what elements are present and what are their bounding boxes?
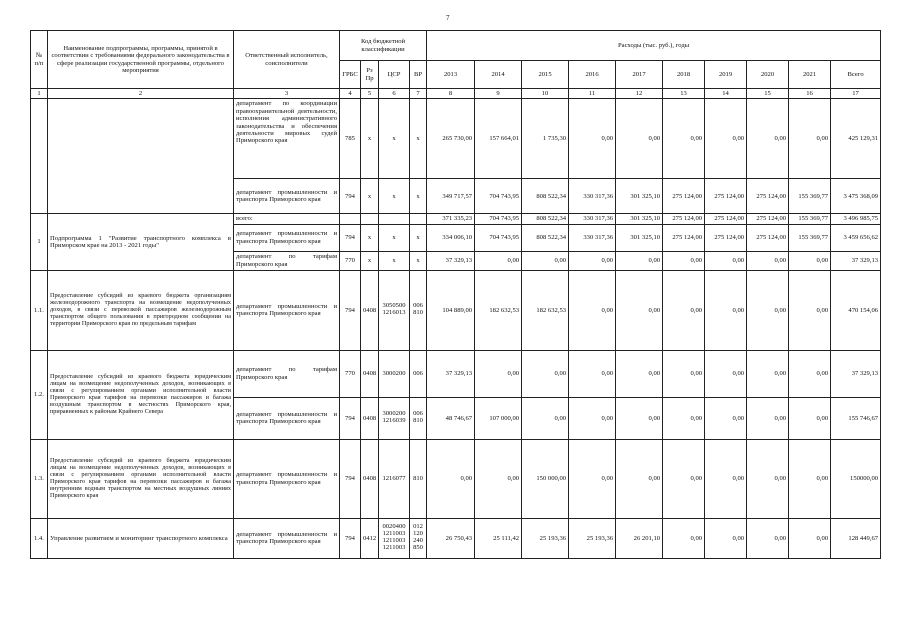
- vr-cell: 810: [410, 439, 427, 518]
- value-cell: 808 522,34: [522, 224, 569, 251]
- csr-cell: x: [379, 179, 410, 214]
- grbs-cell: 794: [340, 397, 361, 439]
- value-cell: 0,00: [616, 251, 663, 270]
- header-rzpr: Рз Пр: [361, 61, 379, 89]
- rzpr-cell: 0412: [361, 518, 379, 558]
- value-cell: 275 124,00: [705, 179, 747, 214]
- value-cell: 1 735,30: [522, 99, 569, 179]
- col-number: 6: [379, 89, 410, 99]
- value-cell: 25 111,42: [475, 518, 522, 558]
- header-num: № п/п: [31, 31, 48, 89]
- value-cell: 0,00: [789, 518, 831, 558]
- col-number: 10: [522, 89, 569, 99]
- header-year: 2019: [705, 61, 747, 89]
- header-csr: ЦСР: [379, 61, 410, 89]
- vr-cell: x: [410, 251, 427, 270]
- responsible-cell: департамент промышленности и транспорта Приморского края: [234, 439, 340, 518]
- value-cell: 0,00: [475, 439, 522, 518]
- value-cell: 0,00: [569, 397, 616, 439]
- col-number: 3: [234, 89, 340, 99]
- header-grbs: ГРБС: [340, 61, 361, 89]
- col-number: 7: [410, 89, 427, 99]
- rzpr-cell: 0408: [361, 350, 379, 397]
- grbs-cell: 794: [340, 270, 361, 350]
- header-year: 2014: [475, 61, 522, 89]
- value-cell: 0,00: [705, 350, 747, 397]
- row-number: 1.3.: [31, 439, 48, 518]
- col-number: 8: [427, 89, 475, 99]
- value-cell: 104 889,00: [427, 270, 475, 350]
- col-number: 2: [48, 89, 234, 99]
- col-number: 14: [705, 89, 747, 99]
- empty-cell: [379, 214, 410, 224]
- responsible-cell: департамент промышленности и транспорта Приморского края: [234, 518, 340, 558]
- value-cell: 334 006,10: [427, 224, 475, 251]
- csr-cell: x: [379, 224, 410, 251]
- value-cell: 0,00: [705, 397, 747, 439]
- table-row: [31, 99, 881, 179]
- header-name: Наименование подпрограммы, программы, принятой в соответствии с требованиями федерального законодательства в сфере реализации государственной программы, отдельного мероприятия: [48, 31, 234, 89]
- empty-cell: [340, 214, 361, 224]
- value-cell: 301 325,10: [616, 214, 663, 224]
- value-cell: 0,00: [663, 270, 705, 350]
- rzpr-cell: x: [361, 224, 379, 251]
- csr-cell: 1216077: [379, 439, 410, 518]
- grbs-cell: 794: [340, 179, 361, 214]
- rzpr-cell: 0408: [361, 397, 379, 439]
- subprogram-total-row: [31, 214, 881, 224]
- csr-cell: x: [379, 251, 410, 270]
- csr-cell: 3000200 1216039: [379, 397, 410, 439]
- header-year-total: Всего: [831, 61, 881, 89]
- responsible-cell: департамент промышленности и транспорта Приморского края: [234, 270, 340, 350]
- csr-cell: x: [379, 99, 410, 179]
- empty-cell: [48, 99, 234, 214]
- column-number-row: [31, 89, 881, 99]
- value-cell: 0,00: [616, 270, 663, 350]
- value-cell: 0,00: [663, 251, 705, 270]
- value-cell: 371 335,23: [427, 214, 475, 224]
- col-number: 1: [31, 89, 48, 99]
- rzpr-cell: x: [361, 251, 379, 270]
- vr-cell: 006 810: [410, 270, 427, 350]
- grbs-cell: 785: [340, 99, 361, 179]
- measure-name: Управление развитием и мониторинг транспортного комплекса: [48, 518, 234, 558]
- value-cell: 0,00: [616, 350, 663, 397]
- value-cell: 0,00: [789, 397, 831, 439]
- table-row: [31, 518, 881, 558]
- vr-cell: 006 810: [410, 397, 427, 439]
- header-year: 2017: [616, 61, 663, 89]
- col-number: 4: [340, 89, 361, 99]
- value-cell: 0,00: [569, 99, 616, 179]
- row-number: 1.1.: [31, 270, 48, 350]
- header-vr: ВР: [410, 61, 427, 89]
- total-cell: 128 449,67: [831, 518, 881, 558]
- vr-cell: 012 120 240 850: [410, 518, 427, 558]
- total-cell: 37 329,13: [831, 350, 881, 397]
- header-budget-code: Код бюджетной классификации: [340, 31, 427, 61]
- value-cell: 808 522,34: [522, 179, 569, 214]
- value-cell: 0,00: [427, 439, 475, 518]
- rzpr-cell: x: [361, 99, 379, 179]
- empty-cell: [361, 214, 379, 224]
- value-cell: 0,00: [569, 251, 616, 270]
- header-year: 2015: [522, 61, 569, 89]
- value-cell: 275 124,00: [747, 214, 789, 224]
- value-cell: 0,00: [747, 397, 789, 439]
- value-cell: 182 632,53: [522, 270, 569, 350]
- col-number: 15: [747, 89, 789, 99]
- value-cell: 0,00: [663, 397, 705, 439]
- value-cell: 0,00: [522, 350, 569, 397]
- header-year: 2018: [663, 61, 705, 89]
- value-cell: 0,00: [747, 518, 789, 558]
- value-cell: 150 000,00: [522, 439, 569, 518]
- table-row: [31, 350, 881, 397]
- value-cell: 0,00: [747, 350, 789, 397]
- vr-cell: x: [410, 224, 427, 251]
- header-responsible: Ответственный исполнитель, соисполнители: [234, 31, 340, 89]
- value-cell: 26 750,43: [427, 518, 475, 558]
- value-cell: 25 193,36: [522, 518, 569, 558]
- value-cell: 330 317,36: [569, 214, 616, 224]
- value-cell: 0,00: [747, 270, 789, 350]
- value-cell: 0,00: [705, 518, 747, 558]
- total-label: всего:: [234, 214, 340, 224]
- value-cell: 0,00: [747, 251, 789, 270]
- vr-cell: x: [410, 99, 427, 179]
- value-cell: 48 746,67: [427, 397, 475, 439]
- header-row-1: [31, 31, 881, 61]
- measure-name: Предоставление субсидий из краевого бюджета юридическим лицам на возмещение недополученных доходов, возникающих в связи с регулированием органами исполнительной власти Приморского края тарифов на перевозки пассажиров и багажа внутренним водным транспортом на местных воздушных линиях Приморского края: [48, 439, 234, 518]
- empty-cell: [31, 99, 48, 214]
- value-cell: 704 743,95: [475, 179, 522, 214]
- empty-cell: [410, 214, 427, 224]
- total-cell: 155 746,67: [831, 397, 881, 439]
- value-cell: 330 317,36: [569, 224, 616, 251]
- value-cell: 107 000,00: [475, 397, 522, 439]
- col-number: 13: [663, 89, 705, 99]
- value-cell: 0,00: [475, 251, 522, 270]
- col-number: 5: [361, 89, 379, 99]
- total-cell: 150000,00: [831, 439, 881, 518]
- value-cell: 182 632,53: [475, 270, 522, 350]
- rzpr-cell: 0408: [361, 439, 379, 518]
- value-cell: 0,00: [663, 439, 705, 518]
- total-cell: 3 475 368,09: [831, 179, 881, 214]
- row-number: 1: [31, 214, 48, 270]
- csr-cell: 3050500 1216013: [379, 270, 410, 350]
- value-cell: 0,00: [663, 518, 705, 558]
- total-cell: 425 129,31: [831, 99, 881, 179]
- measure-name: Предоставление субсидий из краевого бюджета организациям железнодорожного транспорта на возмещение недополученных доходов, в связи с перевозкой пассажиров железнодорожным транспортом общего пользования в пригородном сообщении на территории Приморского края по предельным тарифам: [48, 270, 234, 350]
- value-cell: 0,00: [569, 270, 616, 350]
- value-cell: 0,00: [705, 439, 747, 518]
- grbs-cell: 770: [340, 251, 361, 270]
- value-cell: 155 369,77: [789, 179, 831, 214]
- total-cell: 37 329,13: [831, 251, 881, 270]
- value-cell: 0,00: [789, 251, 831, 270]
- table-row: [31, 439, 881, 518]
- value-cell: 0,00: [705, 270, 747, 350]
- value-cell: 0,00: [705, 99, 747, 179]
- value-cell: 275 124,00: [705, 214, 747, 224]
- rzpr-cell: 0408: [361, 270, 379, 350]
- col-number: 11: [569, 89, 616, 99]
- value-cell: 0,00: [616, 99, 663, 179]
- csr-cell: 3000200: [379, 350, 410, 397]
- grbs-cell: 770: [340, 350, 361, 397]
- value-cell: 0,00: [789, 439, 831, 518]
- header-year: 2016: [569, 61, 616, 89]
- value-cell: 265 730,00: [427, 99, 475, 179]
- col-number: 12: [616, 89, 663, 99]
- value-cell: 704 743,95: [475, 224, 522, 251]
- value-cell: 0,00: [569, 439, 616, 518]
- col-number: 17: [831, 89, 881, 99]
- value-cell: 301 325,10: [616, 179, 663, 214]
- row-number: 1.4.: [31, 518, 48, 558]
- value-cell: 349 717,57: [427, 179, 475, 214]
- budget-table: [30, 30, 881, 559]
- vr-cell: x: [410, 179, 427, 214]
- value-cell: 275 124,00: [747, 224, 789, 251]
- grbs-cell: 794: [340, 439, 361, 518]
- responsible-cell: департамент по тарифам Приморского края: [234, 251, 340, 270]
- rzpr-cell: x: [361, 179, 379, 214]
- value-cell: 37 329,13: [427, 251, 475, 270]
- value-cell: 808 522,34: [522, 214, 569, 224]
- value-cell: 275 124,00: [747, 179, 789, 214]
- responsible-cell: департамент по координации правоохранительной деятельности, исполнения административного законодательства и обеспечения деятельности мировых судей Приморского края: [234, 99, 340, 179]
- value-cell: 0,00: [616, 397, 663, 439]
- grbs-cell: 794: [340, 518, 361, 558]
- vr-cell: 006: [410, 350, 427, 397]
- responsible-cell: департамент промышленности и транспорта Приморского края: [234, 224, 340, 251]
- value-cell: 275 124,00: [705, 224, 747, 251]
- value-cell: 155 369,77: [789, 214, 831, 224]
- value-cell: 0,00: [789, 99, 831, 179]
- value-cell: 37 329,13: [427, 350, 475, 397]
- value-cell: 330 317,36: [569, 179, 616, 214]
- header-year: 2021: [789, 61, 831, 89]
- responsible-cell: департамент промышленности и транспорта Приморского края: [234, 179, 340, 214]
- measure-name: Предоставление субсидий из краевого бюджета юридическим лицам на возмещение недополученных доходов, возникающих в связи с регулированием органами исполнительной власти Приморского края тарифов на перевозки пассажиров и багажа воздушным транспортом в местностях Приморского края, приравненных к районам Крайнего Севера: [48, 350, 234, 439]
- csr-cell: 0020400 1211003 1211003 1211003: [379, 518, 410, 558]
- value-cell: 0,00: [789, 350, 831, 397]
- value-cell: 0,00: [747, 439, 789, 518]
- col-number: 16: [789, 89, 831, 99]
- total-cell: 470 154,06: [831, 270, 881, 350]
- value-cell: 157 664,01: [475, 99, 522, 179]
- col-number: 9: [475, 89, 522, 99]
- header-year: 2013: [427, 61, 475, 89]
- value-cell: 0,00: [475, 350, 522, 397]
- value-cell: 25 193,36: [569, 518, 616, 558]
- responsible-cell: департамент по тарифам Приморского края: [234, 350, 340, 397]
- value-cell: 0,00: [616, 439, 663, 518]
- header-year: 2020: [747, 61, 789, 89]
- value-cell: 0,00: [747, 99, 789, 179]
- value-cell: 26 201,10: [616, 518, 663, 558]
- total-cell: 3 459 656,62: [831, 224, 881, 251]
- row-number: 1.2.: [31, 350, 48, 439]
- value-cell: 0,00: [522, 397, 569, 439]
- value-cell: 0,00: [705, 251, 747, 270]
- value-cell: 0,00: [569, 350, 616, 397]
- table-row: [31, 270, 881, 350]
- value-cell: 0,00: [663, 350, 705, 397]
- grbs-cell: 794: [340, 224, 361, 251]
- value-cell: 275 124,00: [663, 214, 705, 224]
- subprogram-name: Подпрограмма 1 "Развитие транспортного комплекса в Приморском крае на 2013 - 2021 годы": [48, 214, 234, 270]
- header-expenses: Расходы (тыс. руб.), годы: [427, 31, 881, 61]
- total-cell: 3 496 985,75: [831, 214, 881, 224]
- responsible-cell: департамент промышленности и транспорта Приморского края: [234, 397, 340, 439]
- value-cell: 155 369,77: [789, 224, 831, 251]
- value-cell: 0,00: [663, 99, 705, 179]
- value-cell: 275 124,00: [663, 224, 705, 251]
- page-number: 7: [446, 14, 450, 22]
- value-cell: 704 743,95: [475, 214, 522, 224]
- value-cell: 301 325,10: [616, 224, 663, 251]
- value-cell: 275 124,00: [663, 179, 705, 214]
- value-cell: 0,00: [522, 251, 569, 270]
- value-cell: 0,00: [789, 270, 831, 350]
